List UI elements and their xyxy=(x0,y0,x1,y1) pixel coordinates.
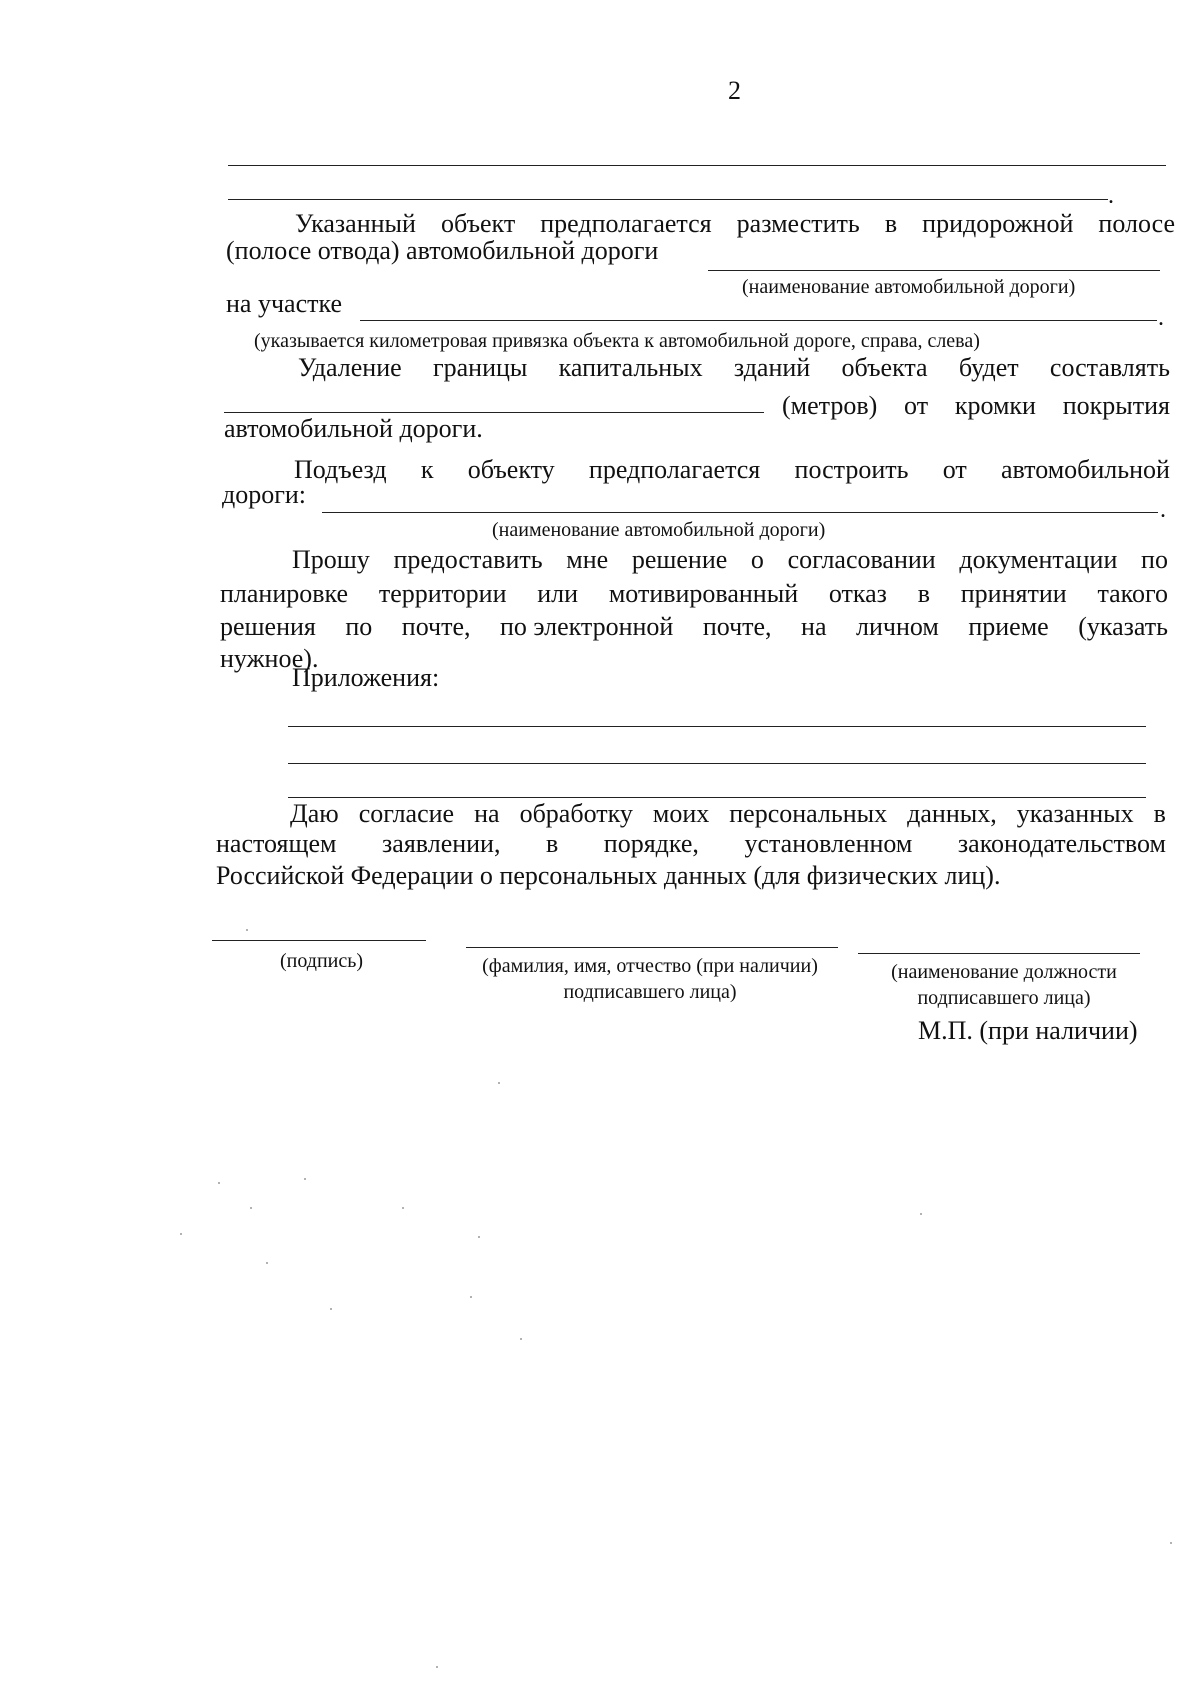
scan-speck xyxy=(330,1308,332,1310)
access-road-caption: (наименование автомобильной дороги) xyxy=(492,519,826,541)
word: порядке, xyxy=(603,829,699,858)
attachments-blank-1 xyxy=(288,726,1146,727)
blank-line-top-1 xyxy=(228,165,1166,166)
word: по xyxy=(1141,545,1168,574)
stamp-label: М.П. (при наличии) xyxy=(918,1016,1138,1045)
word: почте, xyxy=(702,612,772,641)
word: придорожной xyxy=(922,209,1074,238)
paragraph-1-line-1 xyxy=(295,209,1175,239)
word: указанных xyxy=(1016,799,1134,828)
scan-speck xyxy=(520,1338,522,1340)
word: объекта xyxy=(841,353,928,382)
scan-speck xyxy=(266,1262,268,1264)
position-caption: (наименование должности подписавшего лица) xyxy=(891,961,1117,1009)
word: принятии xyxy=(960,579,1067,608)
word: документации xyxy=(959,545,1118,574)
word: полосе xyxy=(1098,209,1175,238)
paragraph-4-line-1 xyxy=(292,545,1168,575)
word: предполагается xyxy=(540,209,712,238)
scan-speck xyxy=(920,1213,922,1215)
scan-speck xyxy=(498,1082,500,1084)
scan-speck xyxy=(402,1207,404,1209)
paragraph-4-line-3 xyxy=(220,612,1168,642)
word: установленном xyxy=(744,829,913,858)
word: территории xyxy=(378,579,507,608)
road-name-caption: (наименование автомобильной дороги) xyxy=(742,276,1076,298)
word: мотивированный xyxy=(608,579,799,608)
road-name-blank xyxy=(708,270,1160,271)
word: такого xyxy=(1097,579,1168,608)
word: автомобильной xyxy=(1001,455,1170,484)
km-blank xyxy=(360,320,1157,321)
scan-speck xyxy=(436,1666,438,1668)
signature-blank xyxy=(212,940,426,941)
word: объекту xyxy=(467,455,555,484)
name-blank xyxy=(466,947,838,948)
word: разместить xyxy=(736,209,860,238)
word: объект xyxy=(440,209,516,238)
consent-line-1 xyxy=(290,799,1166,829)
consent-line-2 xyxy=(216,829,1166,859)
word: отказ xyxy=(828,579,887,608)
paragraph-2-line-1 xyxy=(298,353,1170,383)
distance-blank xyxy=(224,412,764,413)
word: границы xyxy=(432,353,528,382)
word: в xyxy=(884,209,898,238)
word: кромки xyxy=(954,391,1036,420)
word: Подъезд xyxy=(294,455,387,484)
word: по xyxy=(345,612,373,641)
paragraph-2-line-2 xyxy=(782,391,1170,421)
paragraph-4-line-4: нужное). xyxy=(220,644,319,673)
word: законодательством xyxy=(957,829,1166,858)
word: планировке xyxy=(220,579,349,608)
word: приеме xyxy=(968,612,1049,641)
access-road-blank xyxy=(322,512,1158,513)
word: на xyxy=(801,612,827,641)
scan-speck xyxy=(304,1178,306,1180)
scan-speck xyxy=(246,929,248,931)
word: персональных xyxy=(729,799,888,828)
word: Указанный xyxy=(295,209,416,238)
word: настоящем xyxy=(216,829,337,858)
word: моих xyxy=(652,799,710,828)
scan-speck xyxy=(250,1207,252,1209)
word: покрытия xyxy=(1062,391,1170,420)
word: построить xyxy=(794,455,909,484)
word: на xyxy=(474,799,500,828)
word: от xyxy=(904,391,929,420)
word: к xyxy=(420,455,434,484)
word: капитальных xyxy=(558,353,703,382)
paragraph-1-line-2: (полосе отвода) автомобильной дороги xyxy=(226,236,659,265)
word: (метров) xyxy=(782,391,878,420)
line-end-dot: . xyxy=(1158,305,1164,331)
blank-line-top-2 xyxy=(228,199,1108,200)
word: от xyxy=(942,455,967,484)
page-number: 2 xyxy=(728,76,741,105)
word: в xyxy=(1153,799,1166,828)
paragraph-3-line-1 xyxy=(294,455,1170,485)
word: по электронной xyxy=(500,612,674,641)
signature-caption: (подпись) xyxy=(280,950,364,972)
word: о xyxy=(750,545,764,574)
km-caption: (указывается километровая привязка объекта к автомобильной дороге, справа, слева) xyxy=(254,330,980,352)
line-end-dot: . xyxy=(1108,183,1114,209)
consent-line-3: Российской Федерации о персональных данных (для физических лиц). xyxy=(216,861,1001,890)
position-blank xyxy=(858,953,1140,954)
word: решения xyxy=(220,612,316,641)
paragraph-4-line-2 xyxy=(220,579,1168,609)
word: согласовании xyxy=(787,545,936,574)
word: обработку xyxy=(519,799,633,828)
word: составлять xyxy=(1049,353,1170,382)
word: или xyxy=(537,579,579,608)
scan-speck xyxy=(470,1296,472,1298)
word: будет xyxy=(958,353,1019,382)
word: согласие xyxy=(358,799,455,828)
word: данных, xyxy=(907,799,997,828)
word: личном xyxy=(856,612,939,641)
word: мне xyxy=(566,545,609,574)
scan-speck xyxy=(180,1233,182,1235)
word: предполагается xyxy=(588,455,761,484)
attachments-label: Приложения: xyxy=(292,663,440,692)
word: Прошу xyxy=(292,545,370,574)
word: почте, xyxy=(401,612,471,641)
word: Даю xyxy=(290,799,339,828)
scan-speck xyxy=(1170,1542,1172,1544)
scan-speck xyxy=(218,1182,220,1184)
word: предоставить xyxy=(393,545,543,574)
paragraph-2-line-3: автомобильной дороги. xyxy=(224,414,483,443)
word: заявлении, xyxy=(382,829,501,858)
line-end-dot: . xyxy=(1160,497,1166,523)
word: Удаление xyxy=(298,353,402,382)
word: (указать xyxy=(1078,612,1168,641)
word: зданий xyxy=(733,353,811,382)
attachments-blank-2 xyxy=(288,763,1146,764)
paragraph-3-line-2: дороги: xyxy=(222,480,307,509)
scan-speck xyxy=(478,1236,480,1238)
paragraph-1-line-3: на участке xyxy=(226,289,342,318)
word: в xyxy=(546,829,559,858)
word: в xyxy=(917,579,930,608)
name-caption: (фамилия, имя, отчество (при наличии) подписавшего лица) xyxy=(482,955,818,1003)
attachments-blank-3 xyxy=(288,797,1146,798)
word: решение xyxy=(631,545,728,574)
